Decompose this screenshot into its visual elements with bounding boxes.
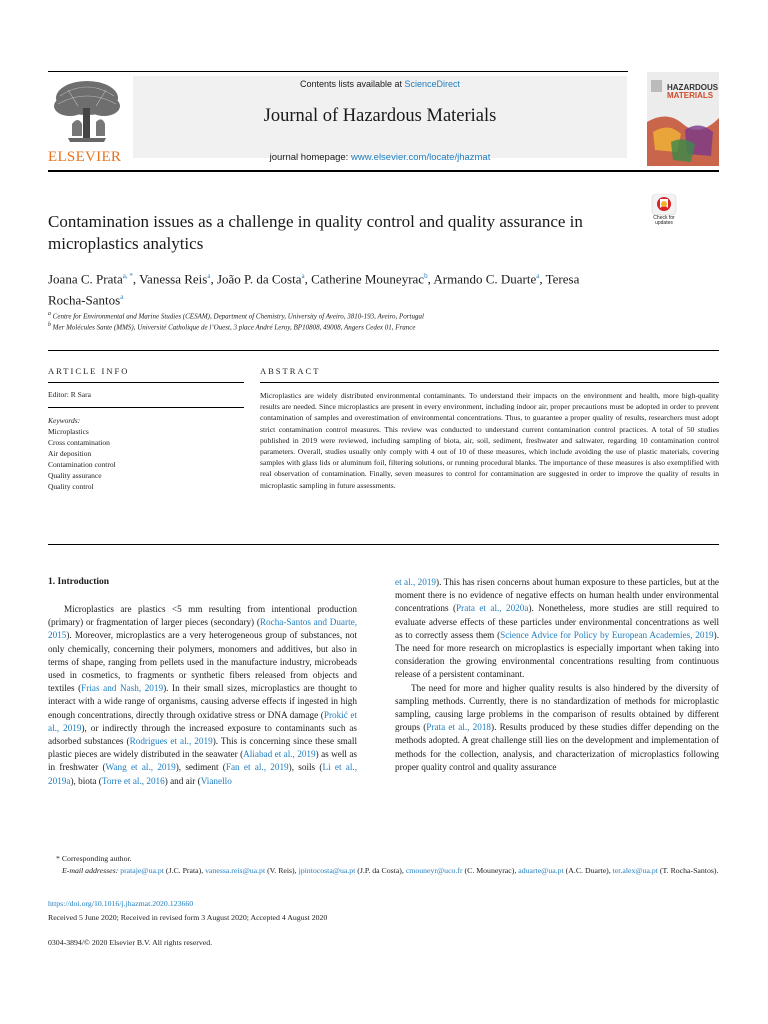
citation-link[interactable]: et al., 2019 xyxy=(395,577,437,587)
affiliation-b-marker: b xyxy=(48,322,51,328)
sciencedirect-link[interactable]: ScienceDirect xyxy=(404,79,461,89)
email-link[interactable]: ter.alex@ua.pt xyxy=(612,866,658,875)
article-title: Contamination issues as a challenge in quality control and quality assurance in microplastics analytics xyxy=(48,212,583,253)
paragraph xyxy=(395,682,719,774)
divider xyxy=(260,382,719,383)
received-dates: Received 5 June 2020; Received in revised form 3 August 2020; Accepted 4 August 2020 xyxy=(48,913,328,922)
text-run: ). The need for more research on microplastics is especially important when taking into consideration the growing environmental concentrations resulting from continuous release of a persistent contaminant. xyxy=(395,629,719,680)
header-bottom-rule xyxy=(48,170,719,172)
publisher-logo-text[interactable]: ELSEVIER xyxy=(48,149,122,165)
text-run: ). Nonetheless, more studies are still required to evaluate adverse effects of these particles under environmental concentrations as well as to correctly assess them ( xyxy=(395,603,720,640)
check-updates-line-2: updates xyxy=(655,220,673,226)
citation-link[interactable]: Prokić et al., 2019 xyxy=(48,709,357,733)
author-affiliation-marker[interactable]: a xyxy=(120,293,124,302)
text-run: The need for more and higher quality results is also hindered by the diversity of sampling methods. Currently, there is no standardization of methods for microplastic sampling, causing large problems in the comparison of results obtained by different groups ( xyxy=(395,682,719,733)
doi-link[interactable]: https://doi.org/10.1016/j.jhazmat.2020.123660 xyxy=(48,899,194,908)
author-name[interactable]: Catherine Mouneyrac xyxy=(311,271,425,287)
text-run: ) as well as in freshwater ( xyxy=(48,749,357,773)
author-separator: , xyxy=(304,271,312,287)
divider xyxy=(48,382,244,383)
text-run: E-mail addresses: xyxy=(62,866,121,875)
tree-icon xyxy=(48,76,126,148)
author-affiliation-marker[interactable]: a xyxy=(301,272,305,280)
text-run: (T. Rocha-Santos). xyxy=(657,866,719,875)
affiliation-b-text: Mer Molécules Sante (MMS), Université Catholique de l’Ouest, 3 place André Leroy, BP10808, 49008, Angers Cedex 01, France xyxy=(52,323,416,332)
check-updates-line-1: Check for xyxy=(653,215,675,221)
text-run: ). This has risen concerns about human exposure to these particles, but at the moment there is no evidence of negative effects on human health under environmental concentrations ( xyxy=(395,577,719,614)
intro-left-column xyxy=(48,603,357,788)
author-name[interactable]: Armando C. Duarte xyxy=(433,271,537,287)
text-run: Microplastics are plastics <5 mm resulting from intentional production (primary) or fragmentation of larger pieces (secondary) ( xyxy=(48,604,357,628)
citation-link[interactable]: Wang et al., 2019 xyxy=(105,762,176,773)
author-name[interactable]: João P. da Costa xyxy=(216,271,302,287)
text-run: ). This is concerning since these small plastic pieces are widely distributed in the seawater ( xyxy=(48,736,357,760)
intro-right-column xyxy=(395,576,719,774)
check-updates-icon xyxy=(647,194,681,216)
citation-link[interactable]: Fan et al., 2019 xyxy=(225,762,289,773)
author-name[interactable]: Joana C. Prata xyxy=(48,271,123,287)
author-affiliation-marker[interactable]: a xyxy=(207,272,211,280)
contents-prefix: Contents lists available at xyxy=(299,79,405,89)
citation-link[interactable]: Science Advice for Policy by European Academies, 2019 xyxy=(500,629,714,640)
author-separator: , xyxy=(132,271,140,287)
affiliation-a-text: Centre for Environmental and Marine Studies (CESAM), Department of Chemistry, University of Aveiro, 3810-193, Aveiro, Portugal xyxy=(52,312,424,321)
email-link[interactable]: aduarte@ua.pt xyxy=(518,866,564,875)
keyword: Quality control xyxy=(48,482,94,491)
keywords-block xyxy=(48,415,116,492)
citation-link[interactable]: Rocha-Santos and Duarte, 2015 xyxy=(48,617,357,641)
abstract-text: Microplastics are widely distributed environmental contaminants. To understand their impacts on the environment and health, more high-quality results are needed. Since microplastics are present in every environment, including indoor air, proper precautions must be adopted in order to prevent contamination of samples and overestimation of environmental concentrations. Thus, to guarantee a proper quality of results, researchers must adopt strict contamination control measures. This review was conducted to understand current contamination control practices. A total of 50 studies published in 2019 were reviewed, including sampling of biota, air, soil, sediment, freshwater and saltwater, regarding 10 contamination control parameters. Overall, studies usually only comply with 4 out of 10 of these measures, which include avoiding the use of plastic materials, covering samples with glass lids or aluminum foil, filtering solutions, or running procedural blanks. The importance of these measures is also exemplified with real observation of contamination. Finally, seven measures to control for contamination are suggested in order to improve the quality of results in microplastic sampling in future assessments. xyxy=(260,391,719,490)
text-run: ), or indirectly through the increased exposure to contaminants such as adsorbed substances ( xyxy=(48,722,357,747)
affiliation-a xyxy=(48,311,424,320)
copyright-line: 0304-3894/© 2020 Elsevier B.V. All rights reserved. xyxy=(48,938,213,947)
text-run: (J.P. da Costa), xyxy=(355,866,406,875)
text-run: ) and air ( xyxy=(164,775,201,786)
divider xyxy=(48,544,719,545)
keyword: Air deposition xyxy=(48,449,92,458)
author-name[interactable]: Vanessa Reis xyxy=(139,271,208,287)
corresponding-text: * Corresponding author. xyxy=(56,854,132,863)
citation-link[interactable]: Frias and Nash, 2019 xyxy=(81,683,164,694)
journal-homepage xyxy=(133,152,627,163)
citation-link[interactable]: Prata et al., 2020a xyxy=(456,603,529,614)
editor-line: Editor: R Sara xyxy=(48,390,91,399)
author-separator: , xyxy=(539,271,546,287)
text-run: ). Results produced by these studies differ depending on the methods adopted. A great challenge still lies on the development and implementation of methods for the collection, analysis, and characterization of microplastics following proper quality control and quality assurance xyxy=(395,722,719,772)
abstract-heading: ABSTRACT xyxy=(260,366,321,376)
email-link[interactable]: cmouneyr@uco.fr xyxy=(405,866,463,875)
text-run: ). In their small sizes, microplastics are thought to interact with a wide range of organisms, causing adverse effects if ingested in high enough concentrations, directly through oxidative stress or DNA damage ( xyxy=(48,683,357,720)
author-affiliation-marker[interactable]: b xyxy=(424,272,428,280)
paragraph xyxy=(48,603,357,788)
text-run: (J.C. Prata), xyxy=(163,866,206,875)
keyword: Quality assurance xyxy=(48,471,102,480)
author-separator: , xyxy=(427,271,434,287)
email-addresses xyxy=(48,864,734,878)
text-run: (C. Mouneyrac), xyxy=(462,866,519,875)
author-separator: , xyxy=(210,271,217,287)
email-link[interactable]: vanessa.reis@ua.pt xyxy=(205,866,266,875)
email-link[interactable]: jpintocosta@ua.pt xyxy=(298,866,356,875)
author-name[interactable]: Teresa Rocha-Santos xyxy=(48,271,580,308)
keyword: Contamination control xyxy=(48,460,116,469)
citation-link[interactable]: Prata et al., 2018 xyxy=(426,722,492,733)
text-run: (A.C. Duarte), xyxy=(563,866,613,875)
author-affiliation-marker[interactable]: a, * xyxy=(122,272,133,280)
author-list xyxy=(48,267,608,310)
text-run: ), soils ( xyxy=(288,762,323,773)
affiliation-b xyxy=(48,322,416,331)
journal-title: Journal of Hazardous Materials xyxy=(263,106,497,126)
text-run: ), sediment ( xyxy=(175,762,226,773)
header-top-rule xyxy=(48,71,628,72)
section-heading-introduction: 1. Introduction xyxy=(48,577,110,587)
journal-cover[interactable] xyxy=(647,72,719,166)
paragraph xyxy=(395,576,719,682)
text-run: ). Moreover, microplastics are a very heterogeneous group of substances, not only chemically, concerning their polymers, monomers and additives, but also in terms of shape, ranging from pellets used in the manufacture industry, microbeads used in cosmetics, to fragments or synthetic fibers released from objects and textiles ( xyxy=(48,630,357,694)
keywords-label: Keywords: xyxy=(48,416,81,425)
citation-link[interactable]: Vianello xyxy=(200,775,232,786)
contents-line xyxy=(133,79,627,89)
citation-link[interactable]: Li et al., 2019a xyxy=(48,762,357,786)
citation-link[interactable]: Torre et al., 2016 xyxy=(101,775,165,786)
keyword: Microplastics xyxy=(48,427,89,436)
cover-title xyxy=(667,84,718,100)
cover-title-line-1: HAZARDOUS xyxy=(667,83,719,92)
divider xyxy=(48,350,719,351)
homepage-prefix: journal homepage: xyxy=(269,152,351,163)
affiliation-a-marker: a xyxy=(48,311,51,317)
cover-title-line-2: MATERIALS xyxy=(667,91,714,100)
homepage-link[interactable]: www.elsevier.com/locate/jhazmat xyxy=(350,152,491,163)
keyword: Cross contamination xyxy=(48,438,110,447)
text-run: (V. Reis), xyxy=(265,866,299,875)
citation-link[interactable]: Aliabad et al., 2019 xyxy=(243,749,316,760)
email-link[interactable]: prataje@ua.pt xyxy=(120,866,164,875)
text-run: ), biota ( xyxy=(70,775,102,786)
citation-link[interactable]: Rodrigues et al., 2019 xyxy=(129,736,213,747)
check-for-updates-badge[interactable] xyxy=(647,194,681,230)
author-affiliation-marker[interactable]: a xyxy=(536,272,540,280)
article-info-heading: ARTICLE INFO xyxy=(48,366,130,376)
divider xyxy=(48,407,244,408)
